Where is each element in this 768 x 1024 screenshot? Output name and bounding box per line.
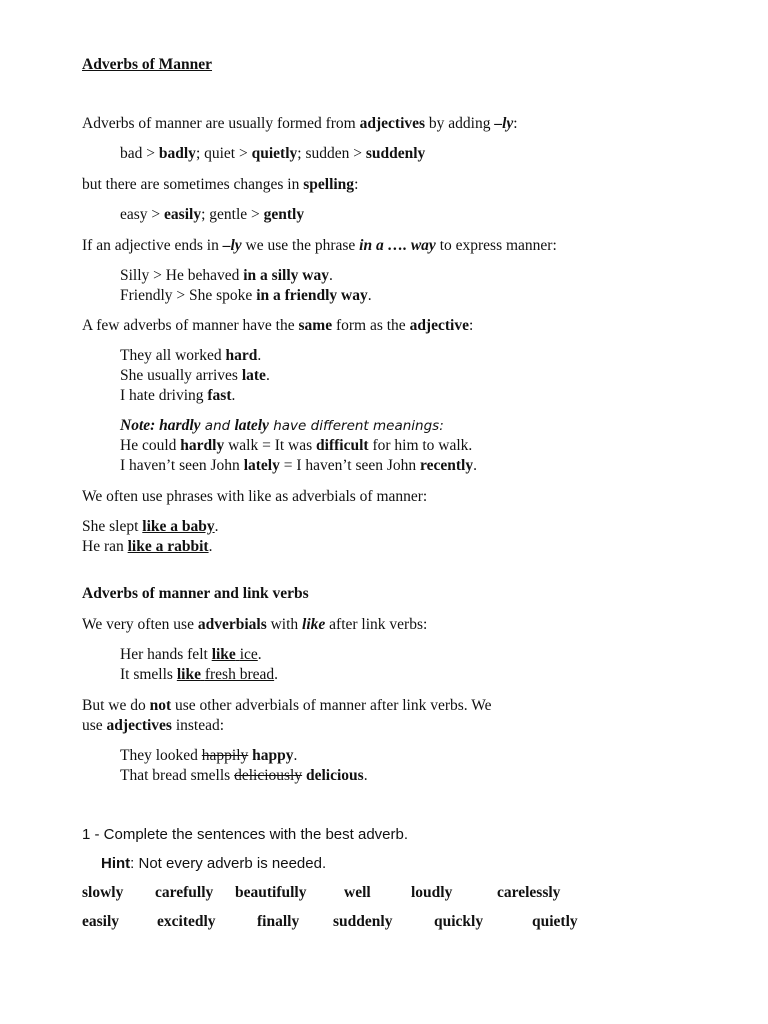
note-line bbox=[120, 416, 444, 436]
example-text: ; quiet > bbox=[195, 145, 252, 162]
example-bold: suddenly bbox=[365, 145, 426, 162]
example-text: for him to walk. bbox=[368, 437, 473, 454]
example-text: . bbox=[214, 518, 219, 535]
example-bold: gently bbox=[263, 206, 305, 223]
paragraph-text: A few adverbs of manner have the bbox=[82, 317, 299, 334]
note-text: have different meanings: bbox=[268, 418, 444, 434]
paragraph-text: but there are sometimes changes in bbox=[82, 176, 304, 193]
spelling-paragraph bbox=[82, 175, 358, 195]
paragraph-bold: adverbials bbox=[197, 616, 267, 633]
word-bank-item: loudly bbox=[411, 884, 453, 901]
paragraph-phrase: in a …. way bbox=[359, 237, 436, 254]
paragraph-text: But we do bbox=[82, 697, 150, 714]
not-paragraph-continued bbox=[82, 716, 224, 736]
page-title: Adverbs of Manner bbox=[82, 56, 213, 73]
word-bank-item: quickly bbox=[434, 913, 484, 930]
example-bold: in a silly way bbox=[243, 267, 329, 284]
exercise-hint bbox=[101, 854, 326, 874]
example-line bbox=[120, 266, 333, 286]
example-bold: recently bbox=[420, 457, 474, 474]
example-text: Friendly > She spoke bbox=[120, 287, 257, 304]
example-text: . bbox=[231, 387, 236, 404]
example-bold: quietly bbox=[251, 145, 298, 162]
example-bold: hard bbox=[225, 347, 258, 364]
example-underlined: like a baby bbox=[142, 518, 215, 535]
word-bank-item: slowly bbox=[82, 884, 124, 901]
word-bank-item: quietly bbox=[532, 913, 578, 930]
example-text: He ran bbox=[82, 538, 128, 555]
example-text: . bbox=[367, 287, 372, 304]
example-text: They looked bbox=[120, 747, 202, 764]
example-text: . bbox=[328, 267, 333, 284]
intro-text: by adding bbox=[425, 115, 495, 132]
link-verbs-paragraph bbox=[82, 615, 427, 635]
like-intro-paragraph: We often use phrases with like as adverbials of manner: bbox=[82, 488, 428, 505]
example-bold: in a friendly way bbox=[256, 287, 368, 304]
example-text: = I haven’t seen John bbox=[279, 457, 421, 474]
example-text: easy > bbox=[120, 206, 165, 223]
paragraph-bold: spelling bbox=[303, 176, 355, 193]
word-bank-item: suddenly bbox=[333, 913, 393, 930]
example-text: . bbox=[257, 646, 262, 663]
example-text: . bbox=[363, 767, 368, 784]
paragraph-bold: same bbox=[298, 317, 333, 334]
example-text: They all worked bbox=[120, 347, 226, 364]
intro-suffix: –ly bbox=[494, 115, 514, 132]
example-underlined: like bbox=[211, 646, 236, 663]
example-text: . bbox=[274, 666, 278, 683]
word-bank-item: easily bbox=[82, 913, 120, 930]
paragraph-text: to express manner: bbox=[435, 237, 557, 254]
word-bank-item: carelessly bbox=[497, 884, 561, 901]
word-bank-item: excitedly bbox=[157, 913, 216, 930]
example-bold: easily bbox=[164, 206, 202, 223]
example-line bbox=[120, 286, 372, 306]
example-text: . bbox=[265, 367, 270, 384]
intro-paragraph bbox=[82, 114, 518, 134]
example-text: She usually arrives bbox=[120, 367, 242, 384]
paragraph-text: form as the bbox=[332, 317, 410, 334]
paragraph-text: after link verbs: bbox=[325, 616, 428, 633]
word-bank-item: carefully bbox=[155, 884, 214, 901]
example-line bbox=[120, 205, 304, 225]
example-text: . bbox=[473, 457, 477, 474]
example-bold: hardly bbox=[180, 437, 225, 454]
hint-text: : Not every adverb is needed. bbox=[130, 855, 327, 872]
example-text: It smells bbox=[120, 666, 177, 683]
same-form-paragraph bbox=[82, 316, 473, 336]
paragraph-text: with bbox=[266, 616, 303, 633]
exercise-instruction: 1 - Complete the sentences with the best adverb. bbox=[82, 826, 409, 843]
example-text: Her hands felt bbox=[120, 646, 212, 663]
example-bold: delicious bbox=[305, 767, 364, 784]
example-text: He could bbox=[120, 437, 181, 454]
example-bold: fast bbox=[207, 387, 232, 404]
word-bank-item: finally bbox=[257, 913, 300, 930]
example-text: ; sudden > bbox=[297, 145, 366, 162]
paragraph-suffix: –ly bbox=[222, 237, 242, 254]
paragraph-text: We very often use bbox=[82, 616, 198, 633]
example-strikethrough: happily bbox=[201, 747, 249, 764]
ly-paragraph bbox=[82, 236, 557, 256]
paragraph-text: : bbox=[468, 317, 474, 334]
example-text: She slept bbox=[82, 518, 143, 535]
example-line bbox=[82, 537, 212, 557]
word-bank-item: well bbox=[344, 884, 371, 901]
example-line bbox=[120, 766, 368, 786]
hint-label: Hint bbox=[101, 855, 131, 872]
example-text: ; gentle > bbox=[201, 206, 264, 223]
paragraph-text: use bbox=[82, 717, 107, 734]
example-text: Silly > He behaved bbox=[120, 267, 244, 284]
example-underlined: like bbox=[176, 666, 201, 683]
example-line bbox=[120, 346, 261, 366]
example-bold: difficult bbox=[316, 437, 369, 454]
example-bold: lately bbox=[243, 457, 280, 474]
example-line bbox=[120, 436, 472, 456]
word-bank-item: beautifully bbox=[235, 884, 307, 901]
example-underlined: fresh bread bbox=[204, 666, 275, 683]
example-bold: happy bbox=[252, 747, 294, 764]
paragraph-bold: adjective bbox=[409, 317, 469, 334]
example-underlined: ice bbox=[239, 646, 258, 663]
example-bold: late bbox=[241, 367, 266, 384]
example-line bbox=[82, 517, 219, 537]
example-strikethrough: deliciously bbox=[234, 767, 303, 784]
example-line bbox=[120, 144, 425, 164]
paragraph-text: : bbox=[354, 176, 359, 193]
example-text: . bbox=[257, 347, 262, 364]
example-line bbox=[120, 366, 270, 386]
paragraph-text: instead: bbox=[171, 717, 225, 734]
example-text: . bbox=[293, 747, 298, 764]
paragraph-text: use other adverbials of manner after link verbs. We bbox=[171, 697, 492, 714]
intro-text: Adverbs of manner are usually formed from bbox=[82, 115, 360, 132]
example-line bbox=[120, 386, 235, 406]
paragraph-bold-italic: like bbox=[302, 616, 326, 633]
note-text: and bbox=[200, 418, 235, 434]
paragraph-text: If an adjective ends in bbox=[82, 237, 223, 254]
example-text: . bbox=[208, 538, 213, 555]
example-bold: badly bbox=[158, 145, 196, 162]
not-paragraph bbox=[82, 696, 492, 716]
example-line bbox=[120, 665, 278, 685]
example-line bbox=[120, 746, 297, 766]
example-text: walk = It was bbox=[224, 437, 317, 454]
intro-text: : bbox=[513, 115, 518, 132]
section-heading: Adverbs of manner and link verbs bbox=[82, 585, 309, 602]
paragraph-bold: not bbox=[149, 697, 172, 714]
example-text: That bread smells bbox=[120, 767, 235, 784]
paragraph-text: we use the phrase bbox=[241, 237, 360, 254]
example-underlined: like a rabbit bbox=[127, 538, 209, 555]
example-text: I haven’t seen John bbox=[120, 457, 244, 474]
note-word: lately bbox=[234, 417, 269, 434]
intro-bold-adjectives: adjectives bbox=[359, 115, 426, 132]
paragraph-bold: adjectives bbox=[106, 717, 172, 734]
note-label: Note: hardly bbox=[120, 417, 201, 434]
example-text: I hate driving bbox=[120, 387, 208, 404]
example-line bbox=[120, 456, 477, 476]
example-line bbox=[120, 645, 262, 665]
example-text: bad > bbox=[120, 145, 159, 162]
